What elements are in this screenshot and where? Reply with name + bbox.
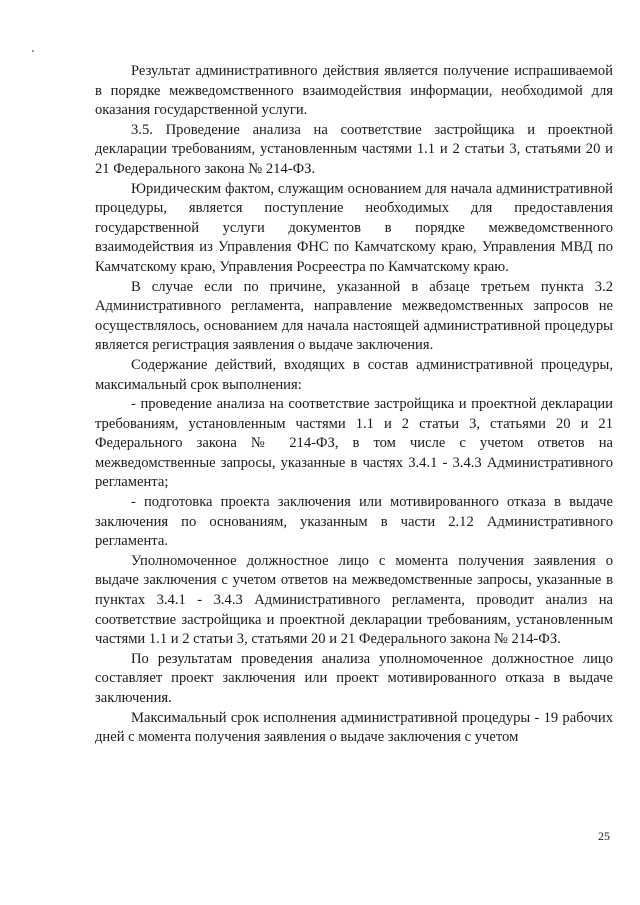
paragraph-section-3-5: 3.5. Проведение анализа на соответствие застройщика и проектной декларации требованиям, установленным частями 1.1 и 2 статьи 3, статьями 20 и 21 Федерального закона № 214-ФЗ. bbox=[95, 121, 613, 177]
paragraph-result: Результат административного действия является получение испрашиваемой в порядке межведомственного взаимодействия информации, необходимой для оказания государственной услуги. bbox=[95, 63, 613, 119]
paragraph-max-term: Максимальный срок исполнения административной процедуры - 19 рабочих дней с момента получения заявления о выдаче заключения с учетом bbox=[95, 709, 613, 746]
scan-speck bbox=[32, 50, 34, 52]
list-item-preparation: - подготовка проекта заключения или мотивированного отказа в выдаче заключения по основаниям, указанным в части 2.12 Административного регламента. bbox=[95, 494, 613, 550]
page-number: 25 bbox=[598, 829, 610, 843]
document-body bbox=[95, 62, 613, 748]
paragraph-authorized-person: Уполномоченное должностное лицо с момента получения заявления о выдаче заключения с учетом ответов на межведомственные запросы, указанные в пунктах 3.4.1 - 3.4.3 Административного регламента, проводит анализ на соответствие застройщика и проектной декларации требованиям, установленным частями 1.1 и 2 статьи 3, статьями 20 и 21 Федерального закона № 214-ФЗ. bbox=[95, 552, 613, 648]
paragraph-analysis-results: По результатам проведения анализа уполномоченное должностное лицо составляет проект заключения или проект мотивированного отказа в выдаче заключения. bbox=[95, 650, 613, 706]
paragraph-no-requests: В случае если по причине, указанной в абзаце третьем пункта 3.2 Административного регламента, направление межведомственных запросов не осуществлялось, основанием для начала настоящей административной процедуры является регистрация заявления о выдаче заключения. bbox=[95, 278, 613, 354]
paragraph-actions-intro: Содержание действий, входящих в состав административной процедуры, максимальный срок выполнения: bbox=[95, 356, 613, 393]
paragraph-legal-fact: Юридическим фактом, служащим основанием для начала административной процедуры, является поступление необходимых для предоставления государственной услуги документов в порядке межведомственного взаимодействия из Управления ФНС по Камчатскому краю, Управления МВД по Камчатскому краю, Управления Росреестра по Камчатскому краю. bbox=[95, 180, 613, 275]
list-item-analysis: - проведение анализа на соответствие застройщика и проектной декларации требованиям, установленным частями 1.1 и 2 статьи 3, статьями 20 и 21 Федерального закона № 214-ФЗ, в том числе с учетом ответов на межведомственные запросы, указанные в частях 3.4.1 - 3.4.3 Административного регламента; bbox=[95, 396, 613, 491]
